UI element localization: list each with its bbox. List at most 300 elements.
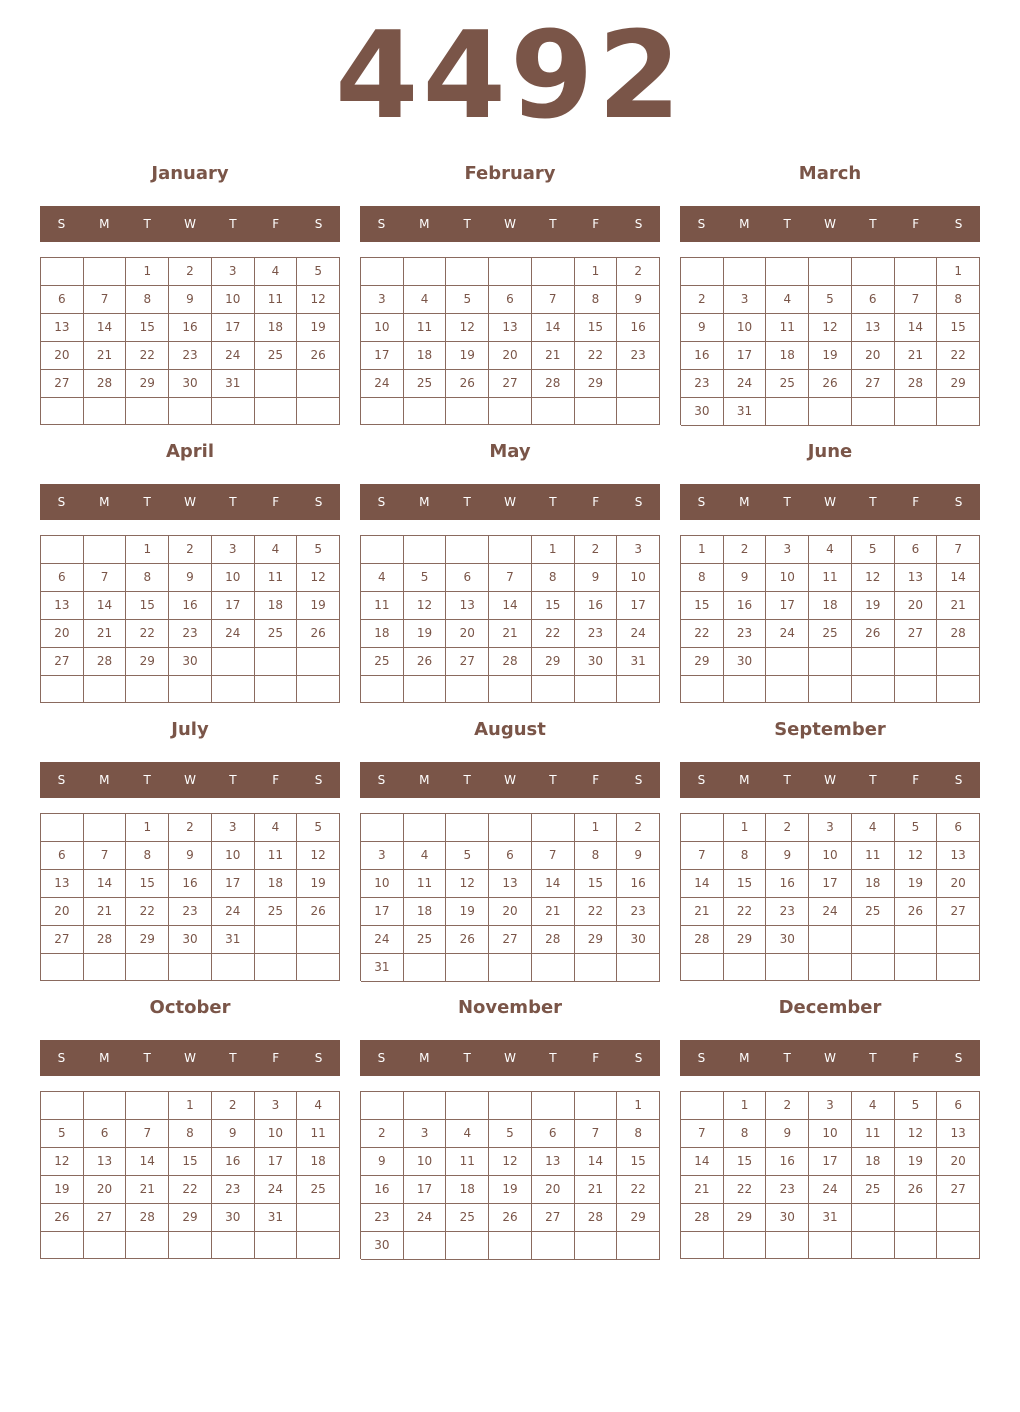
day-cell[interactable]: 31 <box>212 370 255 398</box>
day-cell[interactable]: 2 <box>766 1092 809 1120</box>
day-cell[interactable]: 30 <box>575 648 618 676</box>
day-cell[interactable]: 17 <box>361 898 404 926</box>
day-cell[interactable]: 8 <box>575 842 618 870</box>
day-cell[interactable]: 20 <box>489 342 532 370</box>
day-cell[interactable]: 25 <box>297 1176 340 1204</box>
day-cell[interactable]: 2 <box>766 814 809 842</box>
day-cell[interactable]: 11 <box>255 564 298 592</box>
day-cell[interactable]: 27 <box>532 1204 575 1232</box>
day-cell[interactable]: 24 <box>809 1176 852 1204</box>
day-cell[interactable]: 29 <box>126 926 169 954</box>
day-cell[interactable]: 25 <box>361 648 404 676</box>
day-cell[interactable]: 5 <box>41 1120 84 1148</box>
day-cell[interactable]: 21 <box>532 898 575 926</box>
day-cell[interactable]: 21 <box>84 342 127 370</box>
day-cell[interactable]: 23 <box>766 1176 809 1204</box>
day-cell[interactable]: 28 <box>84 648 127 676</box>
day-cell[interactable]: 28 <box>84 370 127 398</box>
day-cell[interactable]: 14 <box>532 314 575 342</box>
day-cell[interactable]: 24 <box>361 370 404 398</box>
day-cell[interactable]: 23 <box>361 1204 404 1232</box>
day-cell[interactable]: 28 <box>937 620 980 648</box>
day-cell[interactable]: 9 <box>361 1148 404 1176</box>
day-cell[interactable]: 20 <box>41 898 84 926</box>
day-cell[interactable]: 3 <box>809 1092 852 1120</box>
day-cell[interactable]: 20 <box>937 870 980 898</box>
day-cell[interactable]: 31 <box>255 1204 298 1232</box>
day-cell[interactable]: 25 <box>255 342 298 370</box>
day-cell[interactable]: 20 <box>446 620 489 648</box>
day-cell[interactable]: 31 <box>212 926 255 954</box>
day-cell[interactable]: 6 <box>489 842 532 870</box>
day-cell[interactable]: 7 <box>681 1120 724 1148</box>
day-cell[interactable]: 4 <box>404 842 447 870</box>
day-cell[interactable]: 10 <box>212 286 255 314</box>
day-cell[interactable]: 10 <box>361 314 404 342</box>
day-cell[interactable]: 15 <box>126 314 169 342</box>
day-cell[interactable]: 17 <box>404 1176 447 1204</box>
day-cell[interactable]: 23 <box>169 620 212 648</box>
day-cell[interactable]: 29 <box>169 1204 212 1232</box>
day-cell[interactable]: 21 <box>126 1176 169 1204</box>
day-cell[interactable]: 9 <box>766 1120 809 1148</box>
day-cell[interactable]: 1 <box>532 536 575 564</box>
day-cell[interactable]: 30 <box>361 1232 404 1260</box>
day-cell[interactable]: 20 <box>532 1176 575 1204</box>
day-cell[interactable]: 25 <box>766 370 809 398</box>
day-cell[interactable]: 27 <box>84 1204 127 1232</box>
day-cell[interactable]: 12 <box>852 564 895 592</box>
day-cell[interactable]: 31 <box>809 1204 852 1232</box>
day-cell[interactable]: 2 <box>361 1120 404 1148</box>
day-cell[interactable]: 29 <box>126 648 169 676</box>
day-cell[interactable]: 26 <box>895 898 938 926</box>
day-cell[interactable]: 4 <box>446 1120 489 1148</box>
day-cell[interactable]: 3 <box>212 258 255 286</box>
day-cell[interactable]: 4 <box>852 814 895 842</box>
day-cell[interactable]: 24 <box>212 342 255 370</box>
day-cell[interactable]: 15 <box>617 1148 660 1176</box>
day-cell[interactable]: 8 <box>937 286 980 314</box>
day-cell[interactable]: 28 <box>532 926 575 954</box>
day-cell[interactable]: 16 <box>169 870 212 898</box>
day-cell[interactable]: 2 <box>169 258 212 286</box>
day-cell[interactable]: 22 <box>169 1176 212 1204</box>
day-cell[interactable]: 7 <box>937 536 980 564</box>
day-cell[interactable]: 4 <box>361 564 404 592</box>
day-cell[interactable]: 31 <box>724 398 767 426</box>
day-cell[interactable]: 4 <box>255 536 298 564</box>
day-cell[interactable]: 8 <box>681 564 724 592</box>
day-cell[interactable]: 20 <box>41 620 84 648</box>
day-cell[interactable]: 10 <box>255 1120 298 1148</box>
day-cell[interactable]: 16 <box>724 592 767 620</box>
day-cell[interactable]: 12 <box>404 592 447 620</box>
day-cell[interactable]: 13 <box>937 842 980 870</box>
day-cell[interactable]: 9 <box>766 842 809 870</box>
day-cell[interactable]: 7 <box>895 286 938 314</box>
day-cell[interactable]: 7 <box>126 1120 169 1148</box>
day-cell[interactable]: 3 <box>404 1120 447 1148</box>
day-cell[interactable]: 21 <box>489 620 532 648</box>
day-cell[interactable]: 16 <box>766 870 809 898</box>
day-cell[interactable]: 18 <box>766 342 809 370</box>
day-cell[interactable]: 27 <box>937 898 980 926</box>
day-cell[interactable]: 23 <box>617 342 660 370</box>
day-cell[interactable]: 6 <box>446 564 489 592</box>
day-cell[interactable]: 5 <box>404 564 447 592</box>
day-cell[interactable]: 2 <box>212 1092 255 1120</box>
day-cell[interactable]: 28 <box>681 926 724 954</box>
day-cell[interactable]: 16 <box>212 1148 255 1176</box>
day-cell[interactable]: 19 <box>297 592 340 620</box>
day-cell[interactable]: 6 <box>84 1120 127 1148</box>
day-cell[interactable]: 29 <box>724 1204 767 1232</box>
day-cell[interactable]: 16 <box>575 592 618 620</box>
day-cell[interactable]: 4 <box>297 1092 340 1120</box>
day-cell[interactable]: 26 <box>297 898 340 926</box>
day-cell[interactable]: 30 <box>169 648 212 676</box>
day-cell[interactable]: 24 <box>361 926 404 954</box>
day-cell[interactable]: 21 <box>575 1176 618 1204</box>
day-cell[interactable]: 21 <box>681 898 724 926</box>
day-cell[interactable]: 9 <box>617 842 660 870</box>
day-cell[interactable]: 1 <box>575 258 618 286</box>
day-cell[interactable]: 14 <box>84 592 127 620</box>
day-cell[interactable]: 7 <box>84 842 127 870</box>
day-cell[interactable]: 28 <box>681 1204 724 1232</box>
day-cell[interactable]: 6 <box>895 536 938 564</box>
day-cell[interactable]: 23 <box>169 898 212 926</box>
day-cell[interactable]: 11 <box>766 314 809 342</box>
day-cell[interactable]: 19 <box>446 342 489 370</box>
day-cell[interactable]: 19 <box>489 1176 532 1204</box>
day-cell[interactable]: 13 <box>895 564 938 592</box>
day-cell[interactable]: 30 <box>681 398 724 426</box>
day-cell[interactable]: 19 <box>809 342 852 370</box>
day-cell[interactable]: 1 <box>617 1092 660 1120</box>
day-cell[interactable]: 22 <box>575 342 618 370</box>
day-cell[interactable]: 13 <box>41 314 84 342</box>
day-cell[interactable]: 17 <box>809 870 852 898</box>
day-cell[interactable]: 31 <box>617 648 660 676</box>
day-cell[interactable]: 15 <box>169 1148 212 1176</box>
day-cell[interactable]: 30 <box>169 926 212 954</box>
day-cell[interactable]: 28 <box>575 1204 618 1232</box>
day-cell[interactable]: 6 <box>937 814 980 842</box>
day-cell[interactable]: 18 <box>852 870 895 898</box>
day-cell[interactable]: 16 <box>617 870 660 898</box>
day-cell[interactable]: 8 <box>724 842 767 870</box>
day-cell[interactable]: 22 <box>575 898 618 926</box>
day-cell[interactable]: 10 <box>404 1148 447 1176</box>
day-cell[interactable]: 12 <box>489 1148 532 1176</box>
day-cell[interactable]: 18 <box>297 1148 340 1176</box>
day-cell[interactable]: 19 <box>297 870 340 898</box>
day-cell[interactable]: 30 <box>724 648 767 676</box>
day-cell[interactable]: 26 <box>297 620 340 648</box>
day-cell[interactable]: 30 <box>766 926 809 954</box>
day-cell[interactable]: 12 <box>446 870 489 898</box>
day-cell[interactable]: 2 <box>169 536 212 564</box>
day-cell[interactable]: 15 <box>681 592 724 620</box>
day-cell[interactable]: 30 <box>212 1204 255 1232</box>
day-cell[interactable]: 23 <box>724 620 767 648</box>
day-cell[interactable]: 13 <box>84 1148 127 1176</box>
day-cell[interactable]: 15 <box>724 1148 767 1176</box>
day-cell[interactable]: 23 <box>575 620 618 648</box>
day-cell[interactable]: 27 <box>41 648 84 676</box>
day-cell[interactable]: 14 <box>575 1148 618 1176</box>
day-cell[interactable]: 21 <box>84 898 127 926</box>
day-cell[interactable]: 13 <box>937 1120 980 1148</box>
day-cell[interactable]: 3 <box>724 286 767 314</box>
day-cell[interactable]: 26 <box>895 1176 938 1204</box>
day-cell[interactable]: 15 <box>126 592 169 620</box>
day-cell[interactable]: 1 <box>126 258 169 286</box>
day-cell[interactable]: 21 <box>937 592 980 620</box>
day-cell[interactable]: 2 <box>575 536 618 564</box>
day-cell[interactable]: 27 <box>41 370 84 398</box>
day-cell[interactable]: 13 <box>489 314 532 342</box>
day-cell[interactable]: 5 <box>446 842 489 870</box>
day-cell[interactable]: 27 <box>895 620 938 648</box>
day-cell[interactable]: 25 <box>255 898 298 926</box>
day-cell[interactable]: 22 <box>126 898 169 926</box>
day-cell[interactable]: 10 <box>212 842 255 870</box>
day-cell[interactable]: 14 <box>895 314 938 342</box>
day-cell[interactable]: 12 <box>41 1148 84 1176</box>
day-cell[interactable]: 15 <box>532 592 575 620</box>
day-cell[interactable]: 2 <box>724 536 767 564</box>
day-cell[interactable]: 3 <box>766 536 809 564</box>
day-cell[interactable]: 29 <box>575 926 618 954</box>
day-cell[interactable]: 29 <box>575 370 618 398</box>
day-cell[interactable]: 15 <box>575 870 618 898</box>
day-cell[interactable]: 31 <box>361 954 404 982</box>
day-cell[interactable]: 18 <box>255 870 298 898</box>
day-cell[interactable]: 2 <box>681 286 724 314</box>
day-cell[interactable]: 28 <box>895 370 938 398</box>
day-cell[interactable]: 20 <box>41 342 84 370</box>
day-cell[interactable]: 5 <box>489 1120 532 1148</box>
day-cell[interactable]: 13 <box>41 592 84 620</box>
day-cell[interactable]: 18 <box>404 342 447 370</box>
day-cell[interactable]: 11 <box>852 1120 895 1148</box>
day-cell[interactable]: 25 <box>446 1204 489 1232</box>
day-cell[interactable]: 4 <box>852 1092 895 1120</box>
day-cell[interactable]: 12 <box>297 286 340 314</box>
day-cell[interactable]: 26 <box>809 370 852 398</box>
day-cell[interactable]: 18 <box>809 592 852 620</box>
day-cell[interactable]: 9 <box>169 842 212 870</box>
day-cell[interactable]: 22 <box>724 898 767 926</box>
day-cell[interactable]: 25 <box>809 620 852 648</box>
day-cell[interactable]: 7 <box>84 286 127 314</box>
day-cell[interactable]: 4 <box>809 536 852 564</box>
day-cell[interactable]: 8 <box>724 1120 767 1148</box>
day-cell[interactable]: 16 <box>617 314 660 342</box>
day-cell[interactable]: 16 <box>681 342 724 370</box>
day-cell[interactable]: 29 <box>681 648 724 676</box>
day-cell[interactable]: 1 <box>724 814 767 842</box>
day-cell[interactable]: 16 <box>361 1176 404 1204</box>
day-cell[interactable]: 25 <box>255 620 298 648</box>
day-cell[interactable]: 10 <box>809 1120 852 1148</box>
day-cell[interactable]: 16 <box>766 1148 809 1176</box>
day-cell[interactable]: 5 <box>297 258 340 286</box>
day-cell[interactable]: 8 <box>617 1120 660 1148</box>
day-cell[interactable]: 24 <box>212 898 255 926</box>
day-cell[interactable]: 9 <box>169 286 212 314</box>
day-cell[interactable]: 29 <box>617 1204 660 1232</box>
day-cell[interactable]: 28 <box>489 648 532 676</box>
day-cell[interactable]: 29 <box>126 370 169 398</box>
day-cell[interactable]: 18 <box>361 620 404 648</box>
day-cell[interactable]: 29 <box>937 370 980 398</box>
day-cell[interactable]: 18 <box>446 1176 489 1204</box>
day-cell[interactable]: 3 <box>361 842 404 870</box>
day-cell[interactable]: 9 <box>724 564 767 592</box>
day-cell[interactable]: 15 <box>575 314 618 342</box>
day-cell[interactable]: 6 <box>852 286 895 314</box>
day-cell[interactable]: 20 <box>852 342 895 370</box>
day-cell[interactable]: 26 <box>489 1204 532 1232</box>
day-cell[interactable]: 5 <box>852 536 895 564</box>
day-cell[interactable]: 1 <box>937 258 980 286</box>
day-cell[interactable]: 8 <box>532 564 575 592</box>
day-cell[interactable]: 13 <box>489 870 532 898</box>
day-cell[interactable]: 5 <box>297 814 340 842</box>
day-cell[interactable]: 17 <box>212 314 255 342</box>
day-cell[interactable]: 27 <box>41 926 84 954</box>
day-cell[interactable]: 18 <box>404 898 447 926</box>
day-cell[interactable]: 3 <box>255 1092 298 1120</box>
day-cell[interactable]: 16 <box>169 314 212 342</box>
day-cell[interactable]: 26 <box>404 648 447 676</box>
day-cell[interactable]: 11 <box>361 592 404 620</box>
day-cell[interactable]: 18 <box>255 592 298 620</box>
day-cell[interactable]: 8 <box>126 286 169 314</box>
day-cell[interactable]: 4 <box>766 286 809 314</box>
day-cell[interactable]: 19 <box>895 870 938 898</box>
day-cell[interactable]: 20 <box>489 898 532 926</box>
day-cell[interactable]: 21 <box>895 342 938 370</box>
day-cell[interactable]: 11 <box>255 842 298 870</box>
day-cell[interactable]: 28 <box>126 1204 169 1232</box>
day-cell[interactable]: 10 <box>724 314 767 342</box>
day-cell[interactable]: 1 <box>575 814 618 842</box>
day-cell[interactable]: 6 <box>937 1092 980 1120</box>
day-cell[interactable]: 30 <box>169 370 212 398</box>
day-cell[interactable]: 27 <box>489 926 532 954</box>
day-cell[interactable]: 24 <box>212 620 255 648</box>
day-cell[interactable]: 21 <box>532 342 575 370</box>
day-cell[interactable]: 3 <box>809 814 852 842</box>
day-cell[interactable]: 19 <box>852 592 895 620</box>
day-cell[interactable]: 25 <box>404 926 447 954</box>
day-cell[interactable]: 14 <box>937 564 980 592</box>
day-cell[interactable]: 24 <box>809 898 852 926</box>
day-cell[interactable]: 20 <box>937 1148 980 1176</box>
day-cell[interactable]: 11 <box>852 842 895 870</box>
day-cell[interactable]: 8 <box>126 564 169 592</box>
day-cell[interactable]: 2 <box>617 258 660 286</box>
day-cell[interactable]: 29 <box>724 926 767 954</box>
day-cell[interactable]: 3 <box>212 536 255 564</box>
day-cell[interactable]: 24 <box>404 1204 447 1232</box>
day-cell[interactable]: 9 <box>681 314 724 342</box>
day-cell[interactable]: 5 <box>895 814 938 842</box>
day-cell[interactable]: 4 <box>404 286 447 314</box>
day-cell[interactable]: 22 <box>126 620 169 648</box>
day-cell[interactable]: 18 <box>852 1148 895 1176</box>
day-cell[interactable]: 14 <box>532 870 575 898</box>
day-cell[interactable]: 12 <box>297 564 340 592</box>
day-cell[interactable]: 17 <box>766 592 809 620</box>
day-cell[interactable]: 6 <box>41 564 84 592</box>
day-cell[interactable]: 17 <box>809 1148 852 1176</box>
day-cell[interactable]: 24 <box>724 370 767 398</box>
day-cell[interactable]: 24 <box>766 620 809 648</box>
day-cell[interactable]: 13 <box>852 314 895 342</box>
day-cell[interactable]: 17 <box>617 592 660 620</box>
day-cell[interactable]: 11 <box>255 286 298 314</box>
day-cell[interactable]: 5 <box>895 1092 938 1120</box>
day-cell[interactable]: 21 <box>84 620 127 648</box>
day-cell[interactable]: 5 <box>809 286 852 314</box>
day-cell[interactable]: 26 <box>446 926 489 954</box>
day-cell[interactable]: 27 <box>446 648 489 676</box>
day-cell[interactable]: 14 <box>681 1148 724 1176</box>
day-cell[interactable]: 28 <box>84 926 127 954</box>
day-cell[interactable]: 3 <box>212 814 255 842</box>
day-cell[interactable]: 12 <box>446 314 489 342</box>
day-cell[interactable]: 7 <box>681 842 724 870</box>
day-cell[interactable]: 5 <box>446 286 489 314</box>
day-cell[interactable]: 17 <box>255 1148 298 1176</box>
day-cell[interactable]: 1 <box>126 536 169 564</box>
day-cell[interactable]: 26 <box>41 1204 84 1232</box>
day-cell[interactable]: 27 <box>937 1176 980 1204</box>
day-cell[interactable]: 1 <box>724 1092 767 1120</box>
day-cell[interactable]: 22 <box>937 342 980 370</box>
day-cell[interactable]: 6 <box>532 1120 575 1148</box>
day-cell[interactable]: 17 <box>212 592 255 620</box>
day-cell[interactable]: 9 <box>169 564 212 592</box>
day-cell[interactable]: 11 <box>297 1120 340 1148</box>
day-cell[interactable]: 27 <box>489 370 532 398</box>
day-cell[interactable]: 25 <box>852 1176 895 1204</box>
day-cell[interactable]: 8 <box>126 842 169 870</box>
day-cell[interactable]: 25 <box>404 370 447 398</box>
day-cell[interactable]: 7 <box>84 564 127 592</box>
day-cell[interactable]: 4 <box>255 814 298 842</box>
day-cell[interactable]: 10 <box>809 842 852 870</box>
day-cell[interactable]: 28 <box>532 370 575 398</box>
day-cell[interactable]: 18 <box>255 314 298 342</box>
day-cell[interactable]: 14 <box>489 592 532 620</box>
day-cell[interactable]: 13 <box>446 592 489 620</box>
day-cell[interactable]: 20 <box>84 1176 127 1204</box>
day-cell[interactable]: 7 <box>532 842 575 870</box>
day-cell[interactable]: 19 <box>446 898 489 926</box>
day-cell[interactable]: 26 <box>297 342 340 370</box>
day-cell[interactable]: 12 <box>297 842 340 870</box>
day-cell[interactable]: 5 <box>297 536 340 564</box>
day-cell[interactable]: 22 <box>532 620 575 648</box>
day-cell[interactable]: 23 <box>681 370 724 398</box>
